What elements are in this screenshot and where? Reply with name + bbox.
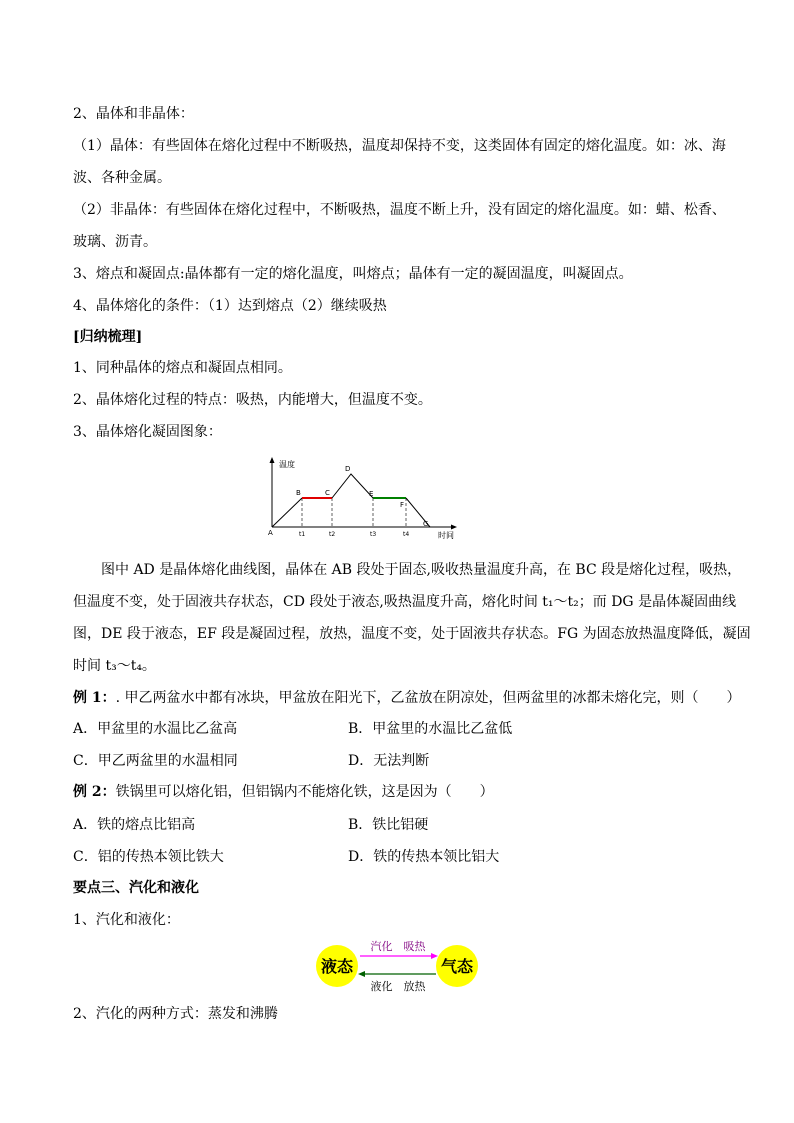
segment-cde bbox=[332, 474, 373, 498]
point-label-f: F bbox=[400, 501, 405, 509]
gas-label: 气态 bbox=[440, 957, 474, 976]
point-label-b: B bbox=[296, 489, 301, 497]
segment-ab bbox=[272, 498, 302, 527]
vaporize-label: 汽化 吸热 bbox=[370, 940, 426, 953]
tick-label-t1: t1 bbox=[299, 531, 306, 538]
summary-title: [归纳梳理] bbox=[73, 329, 143, 345]
crystal-definition-line2: 波、各种金属。 bbox=[73, 170, 171, 186]
example-1-option-b: B．甲盆里的水温比乙盆低 bbox=[348, 721, 513, 737]
melting-point-line: 3、熔点和凝固点:晶体都有一定的熔化温度，叫熔点；晶体有一定的凝固温度，叫凝固点。 bbox=[73, 266, 633, 282]
x-axis-arrow-icon bbox=[451, 525, 457, 530]
example-1-option-c: C．甲乙两盆里的水温相同 bbox=[73, 753, 238, 769]
summary-item-3: 3、晶体熔化凝固图象： bbox=[73, 424, 222, 440]
condense-arrow-icon bbox=[358, 971, 365, 977]
tick-label-t3: t3 bbox=[370, 531, 377, 538]
y-axis-arrow-icon bbox=[270, 457, 275, 463]
example-2-text: 铁锅里可以熔化铝，但铝锅内不能熔化铁，这是因为（ ） bbox=[115, 784, 494, 800]
example-1-option-a: A．甲盆里的水温比乙盆高 bbox=[73, 721, 238, 737]
example-1-text: . 甲乙两盆水中都有冰块，甲盆放在阳光下，乙盆放在阴凉处，但两盆里的冰都未熔化完，则（ ） bbox=[115, 690, 741, 706]
summary-item-2: 2、晶体熔化过程的特点：吸热，内能增大，但温度不变。 bbox=[73, 392, 432, 408]
example-2-option-c: C．铝的传热本领比铁大 bbox=[73, 849, 224, 865]
example-2-question bbox=[73, 782, 733, 802]
example-1-option-d: D．无法判断 bbox=[348, 753, 430, 769]
x-axis-label: 时间 bbox=[438, 531, 454, 540]
key-point-3-title: 要点三、汽化和液化 bbox=[73, 880, 199, 896]
section-title-crystal: 2、晶体和非晶体： bbox=[73, 106, 194, 122]
condense-label: 液化 放热 bbox=[370, 980, 426, 993]
melting-curve-graph bbox=[262, 456, 462, 540]
vaporize-arrow-icon bbox=[431, 953, 438, 959]
vaporization-methods-line: 2、汽化的两种方式：蒸发和沸腾 bbox=[73, 1006, 278, 1022]
liquid-label: 液态 bbox=[320, 957, 354, 976]
explanation-line-3: 图，DE 段于液态，EF 段是凝固过程，放热，温度不变，处于固液共存状态。FG 为固态放热温度降低，凝固 bbox=[73, 626, 751, 642]
example-2-option-d: D．铁的传热本领比铝大 bbox=[348, 849, 500, 865]
tick-label-t4: t4 bbox=[403, 531, 410, 538]
example-1-label: 例 1： bbox=[73, 690, 116, 706]
crystal-definition-line1: （1）晶体：有些固体在熔化过程中不断吸热，温度却保持不变，这类固体有固定的熔化温度。如：冰、海 bbox=[73, 138, 726, 154]
example-2-label: 例 2： bbox=[73, 784, 116, 800]
point-label-a: A bbox=[268, 529, 273, 537]
point-label-d: D bbox=[345, 465, 351, 473]
explanation-line-4: 时间 t₃～t₄。 bbox=[73, 658, 156, 674]
melting-condition-line: 4、晶体熔化的条件：（1）达到熔点（2）继续吸热 bbox=[73, 298, 387, 314]
explanation-line-2: 但温度不变，处于固液共存状态，CD 段处于液态,吸热温度升高，熔化时间 t₁～t₂；而 DG 是晶体凝固曲线 bbox=[73, 594, 737, 610]
point-label-c: C bbox=[325, 489, 330, 497]
example-2-option-a: A．铁的熔点比铝高 bbox=[73, 817, 196, 833]
point-label-e: E bbox=[369, 490, 374, 498]
noncrystal-definition-line2: 玻璃、沥青。 bbox=[73, 234, 157, 250]
example-2-option-b: B．铁比铝硬 bbox=[348, 817, 429, 833]
vaporization-heading: 1、汽化和液化： bbox=[73, 912, 180, 928]
noncrystal-definition-line1: （2）非晶体：有些固体在熔化过程中，不断吸热，温度不断上升，没有固定的熔化温度。如：蜡、松香、 bbox=[73, 202, 726, 218]
example-1-question bbox=[73, 688, 741, 708]
phase-change-diagram bbox=[314, 936, 484, 996]
explanation-line-1: 图中 AD 是晶体熔化曲线图，晶体在 AB 段处于固态,吸收热量温度升高，在 BC 段是熔化过程，吸热， bbox=[101, 562, 742, 578]
summary-item-1: 1、同种晶体的熔点和凝固点相同。 bbox=[73, 360, 292, 376]
point-label-g: G bbox=[423, 520, 429, 528]
tick-label-t2: t2 bbox=[329, 531, 336, 538]
y-axis-label: 温度 bbox=[279, 460, 295, 469]
